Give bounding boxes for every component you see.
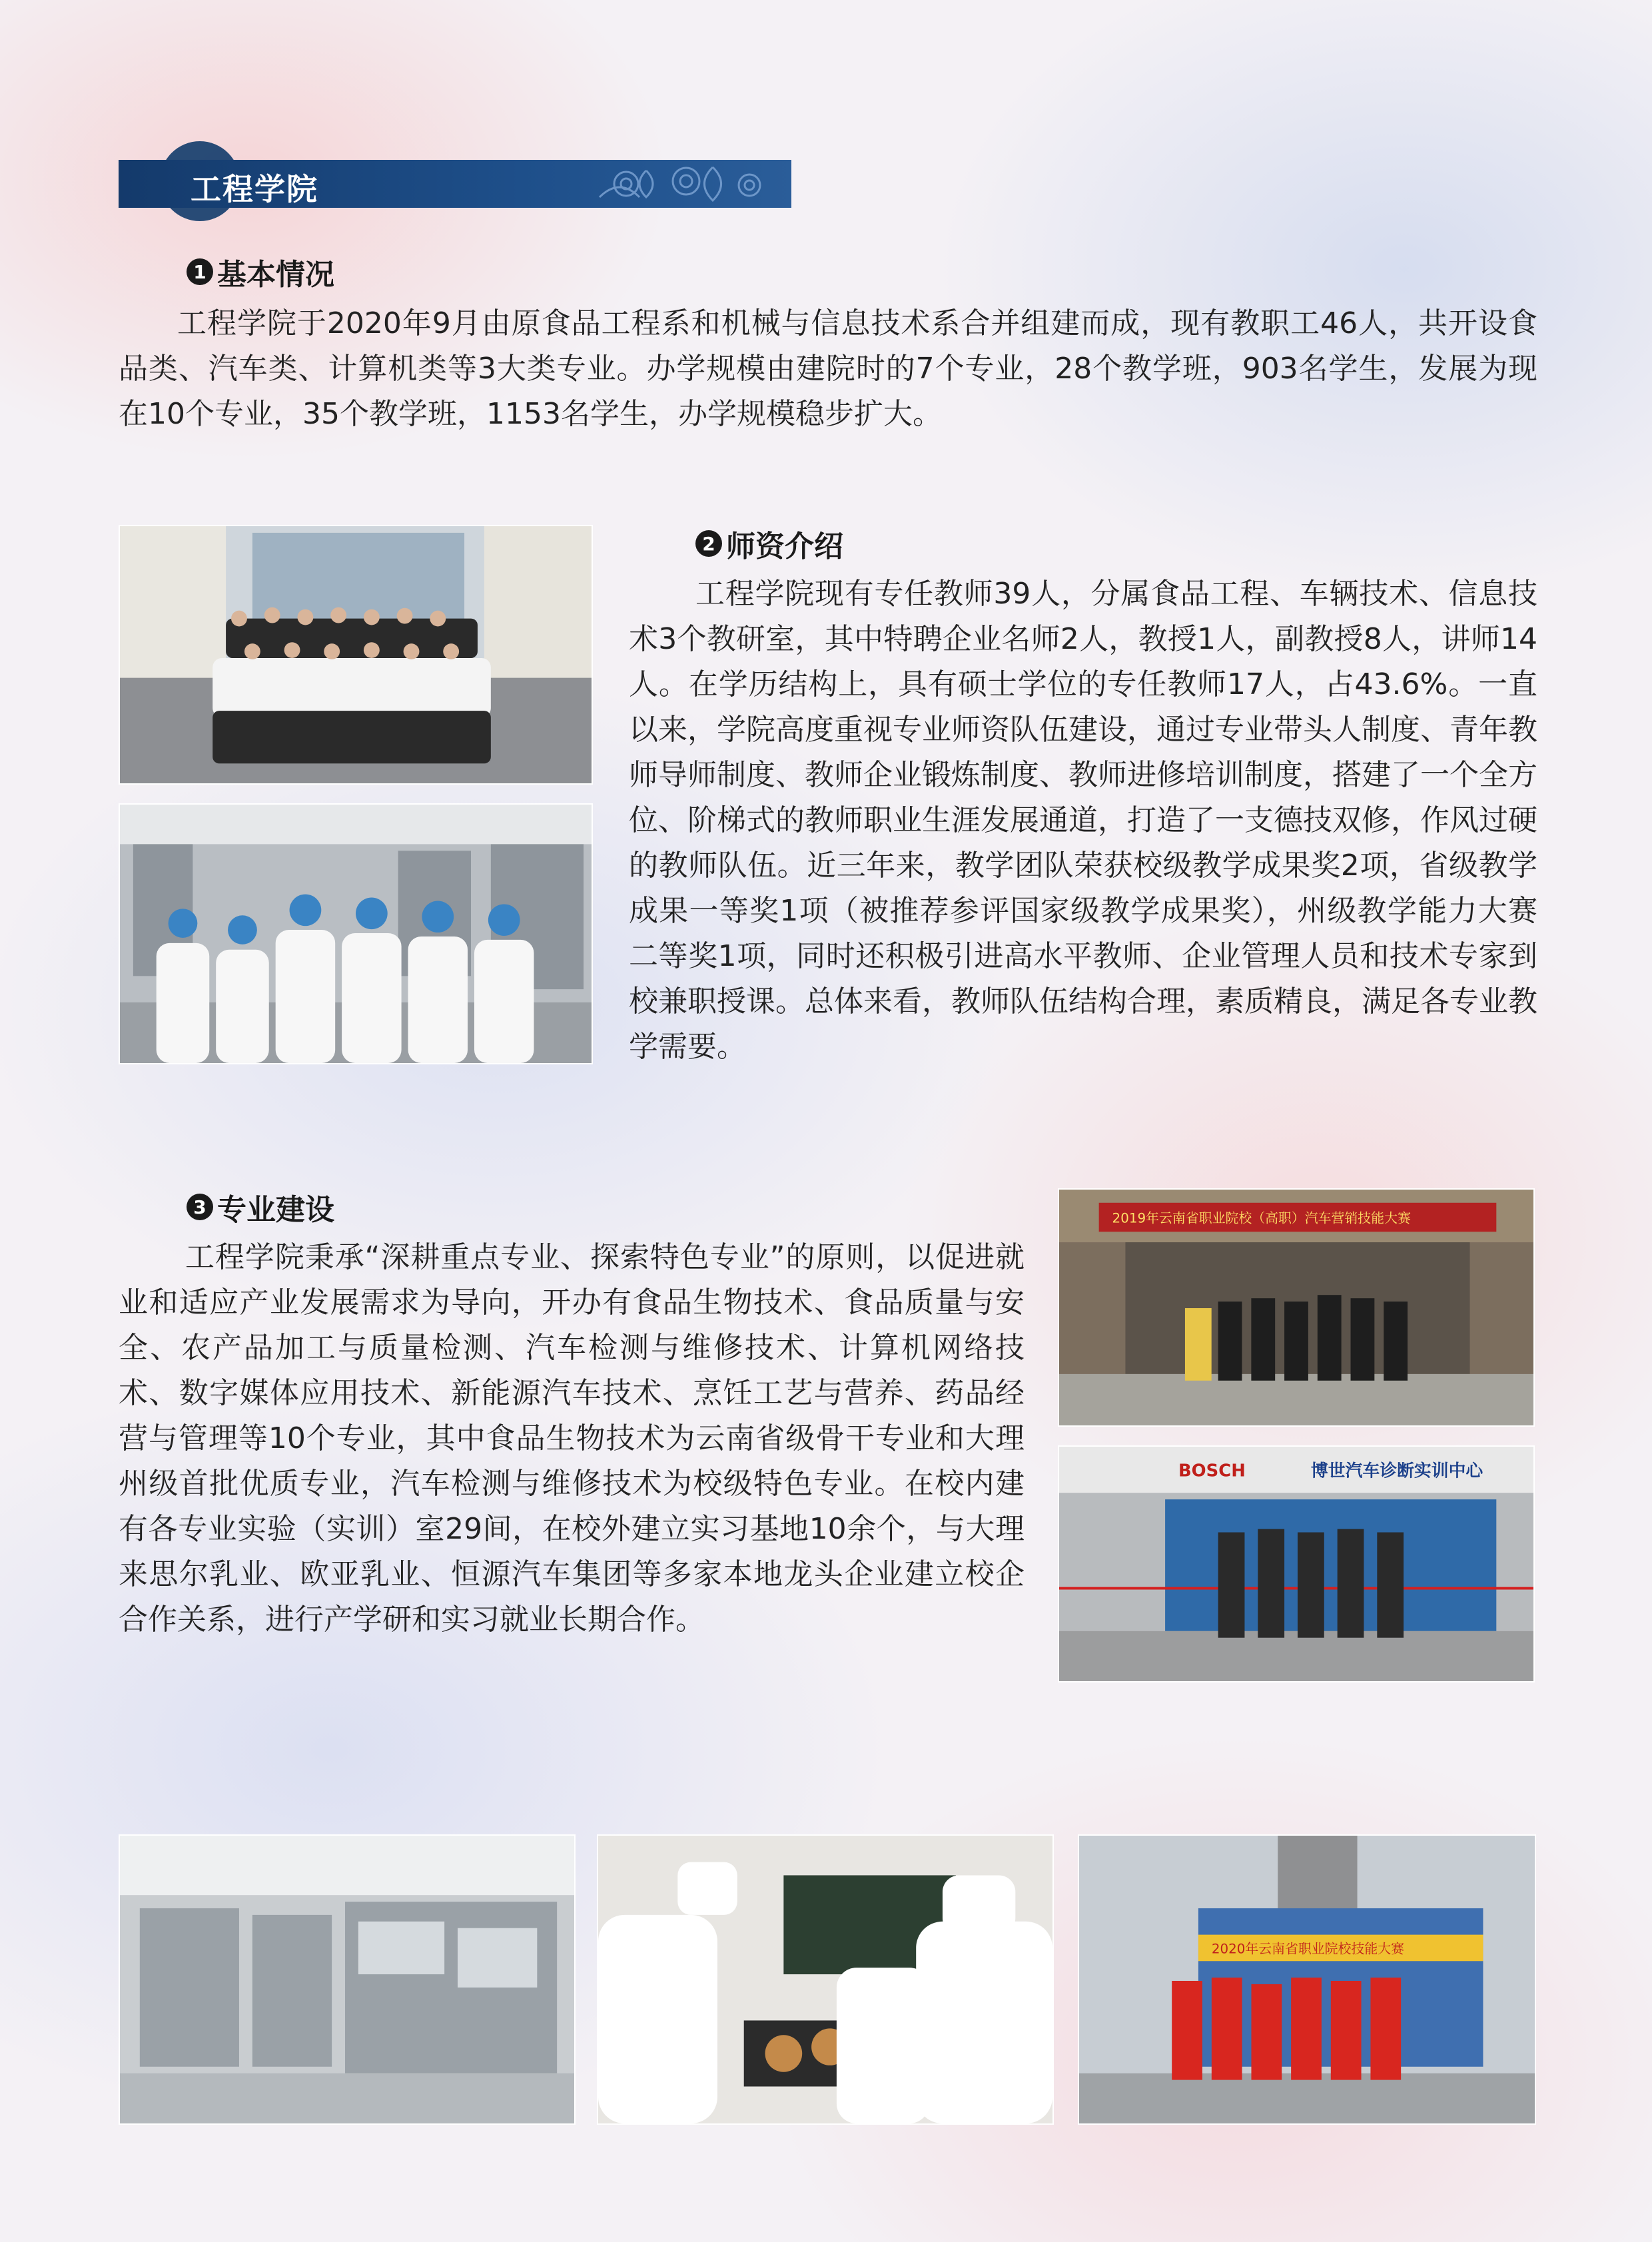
number-badge: 2 bbox=[695, 530, 722, 557]
basic-paragraph: 工程学院于2020年9月由原食品工程系和机械与信息技术系合并组建而成，现有教职工46人，共开设食品类、汽车类、计算机类等3大类专业。办学规模由建院时的7个专业，28个教学班，903名学生，发展为现在10个专业，35个教学班，1153名学生，办学规模稳步扩大。 bbox=[119, 306, 1537, 431]
lab-staff-photo bbox=[119, 803, 593, 1064]
page-title: 工程学院 bbox=[191, 171, 318, 207]
section-heading-text: 基本情况 bbox=[217, 258, 334, 292]
faculty-group-photo bbox=[119, 525, 593, 785]
section-heading-basic bbox=[187, 250, 334, 293]
section-heading-text: 师资介绍 bbox=[726, 530, 843, 563]
sales-contest-photo bbox=[1058, 1188, 1535, 1427]
section-heading-faculty bbox=[695, 522, 843, 565]
faculty-paragraph: 工程学院现有专任教师39人，分属食品工程、车辆技术、信息技术3个教研室，其中特聘企业名师2人，教授1人，副教授8人，讲师14人。在学历结构上，具有硕士学位的专任教师17人，占43.6%。一直以来，学院高度重视专业师资队伍建设，通过专业带头人制度、青年教师导师制度、教师企业锻炼制度、教师进修培训制度，搭建了一个全方位、阶梯式的教师职业生涯发展通道，打造了一支德技双修，作风过硬的教师队伍。近三年来，教学团队荣获校级教学成果奖2项，省级教学成果一等奖1项（被推荐参评国家级教学成果奖），州级教学能力大赛二等奖1项，同时还积极引进高水平教师、企业管理人员和技术专家到校兼职授课。总体来看，教师队伍结构合理，素质精良，满足各专业教学需要。 bbox=[629, 577, 1537, 1064]
section-heading-text: 专业建设 bbox=[217, 1193, 334, 1227]
majors-paragraph: 工程学院秉承“深耕重点专业、探索特色专业”的原则，以促进就业和适应产业发展需求为导向，开办有食品生物技术、食品质量与安全、农产品加工与质量检测、汽车检测与维修技术、计算机网络技术、数字媒体应用技术、新能源汽车技术、烹饪工艺与营养、药品经营与管理等10个专业，其中食品生物技术为云南省级骨干专业和大理州级首批优质专业，汽车检测与维修技术为校级特色专业。在校内建有各专业实验（实训）室29间，在校外建立实习基地10余个，与大理来思尔乳业、欧亚乳业、恒源汽车集团等多家本地龙头企业建立校企合作关系，进行产学研和实习就业长期合作。 bbox=[119, 1240, 1025, 1637]
contest-banner-text: 2019年云南省职业院校（高职）汽车营销技能大赛 bbox=[1112, 1210, 1411, 1226]
competition-team-photo bbox=[1078, 1834, 1536, 2125]
number-badge: 3 bbox=[187, 1194, 213, 1220]
cooking-class-photo bbox=[597, 1834, 1054, 2125]
bosch-logo-text: BOSCH bbox=[1178, 1461, 1246, 1481]
processing-equipment-photo bbox=[119, 1834, 576, 2125]
section-heading-majors bbox=[187, 1186, 334, 1228]
floral-pattern-icon bbox=[586, 157, 786, 210]
bosch-center-photo bbox=[1058, 1445, 1535, 1682]
contest-2020-text: 2020年云南省职业院校技能大赛 bbox=[1211, 1941, 1404, 1957]
bosch-center-text: 博世汽车诊断实训中心 bbox=[1310, 1461, 1483, 1481]
number-badge: 1 bbox=[187, 258, 213, 285]
